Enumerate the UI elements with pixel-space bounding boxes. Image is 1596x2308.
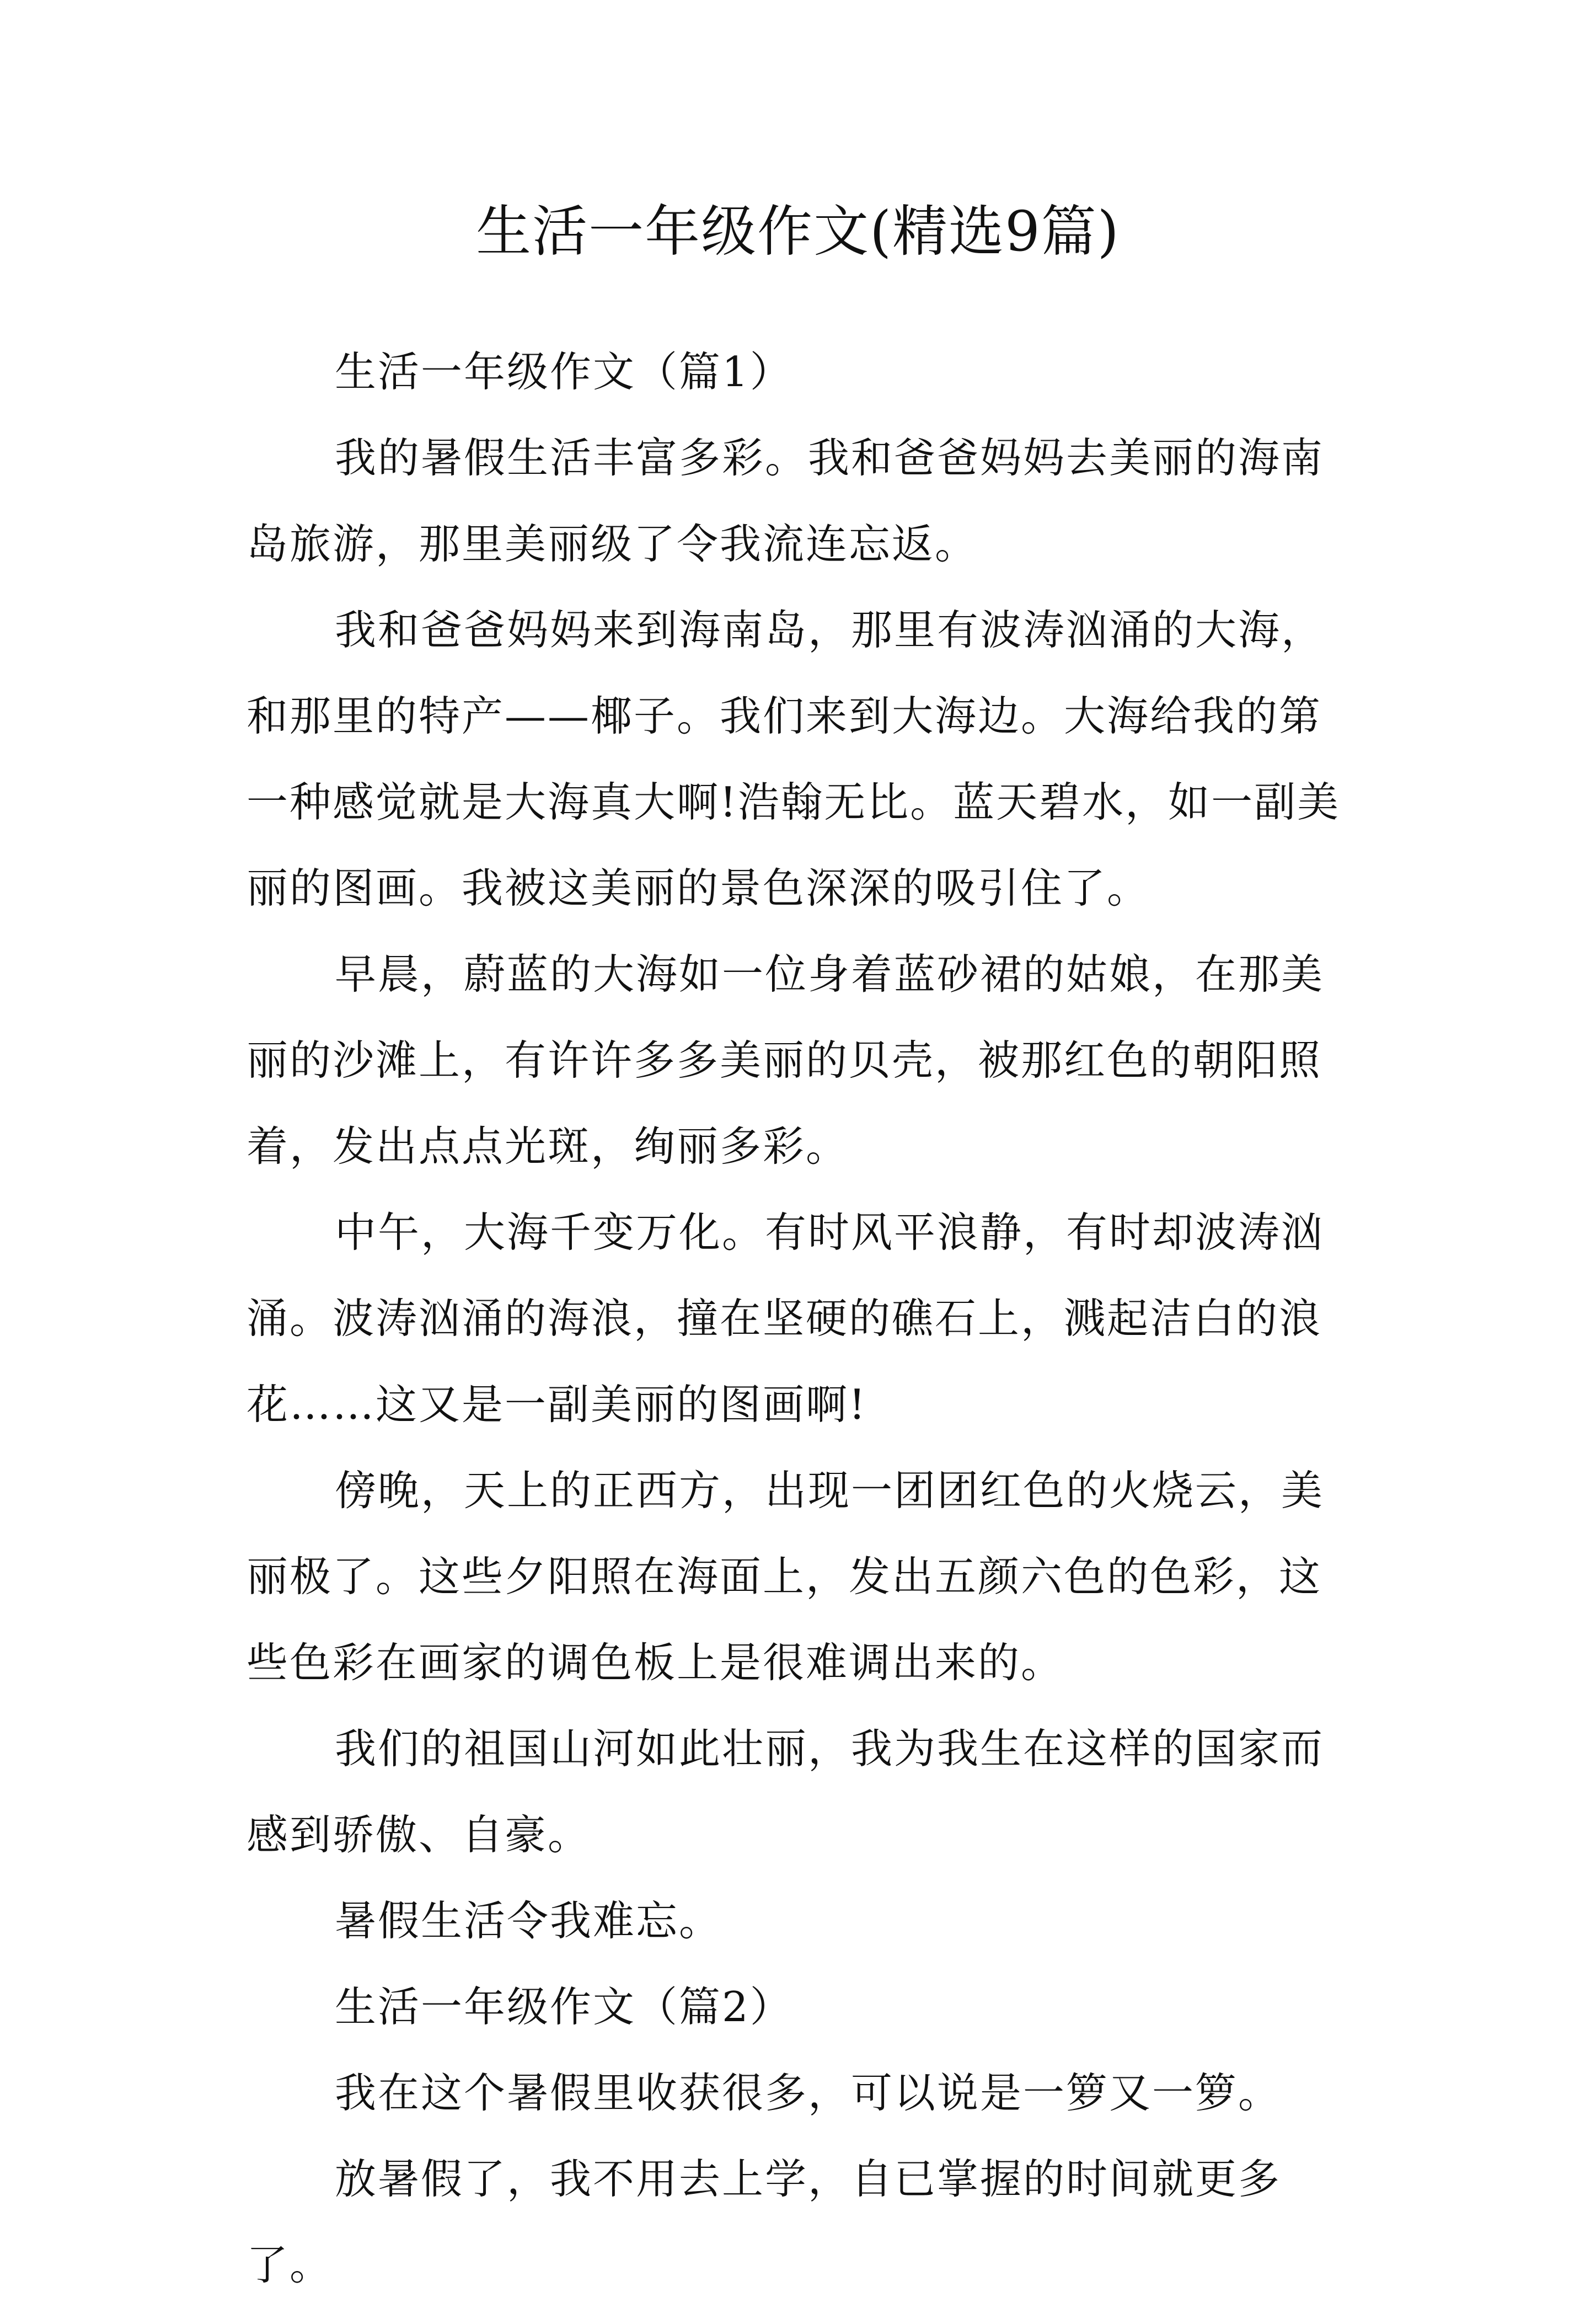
document-title: 生活一年级作文(精选9篇): [476, 199, 1120, 264]
body-paragraph: 早晨，蔚蓝的大海如一位身着蓝砂裙的姑娘，在那美丽的沙滩上，有许许多多美丽的贝壳，被那红色的朝阳照着，发出点点光斑，绚丽多彩。: [247, 950, 1325, 1171]
section-heading-2: 生活一年级作文（篇2）: [335, 1983, 793, 2031]
body-paragraph: 我的暑假生活丰富多彩。我和爸爸妈妈去美丽的海南岛旅游，那里美丽级了令我流连忘返。: [247, 434, 1325, 568]
section-heading-1: 生活一年级作文（篇1）: [335, 348, 793, 396]
document-body: [247, 329, 1349, 2308]
body-paragraph: 暑假生活令我难忘。: [335, 1896, 722, 1945]
body-paragraph: 中午，大海千变万化。有时风平浪静，有时却波涛汹涌。波涛汹涌的海浪，撞在坚硬的礁石上，溅起洁白的浪花……这又是一副美丽的图画啊!: [247, 1208, 1325, 1429]
body-paragraph: 我和爸爸妈妈来到海南岛，那里有波涛汹涌的大海，和那里的特产——椰子。我们来到大海边。大海给我的第一种感觉就是大海真大啊!浩翰无比。蓝天碧水，如一副美丽的图画。我被这美丽的景色深深的吸引住了。: [247, 606, 1341, 912]
body-paragraph: 放暑假了，我不用去上学，自已掌握的时间就更多了。: [247, 2155, 1282, 2289]
body-paragraph: 我们的祖国山河如此壮丽，我为我生在这样的国家而感到骄傲、自豪。: [247, 1724, 1325, 1859]
body-paragraph: 我在这个暑假里收获很多，可以说是一箩又一箩。: [335, 2069, 1282, 2117]
body-paragraph: 傍晚，天上的正西方，出现一团团红色的火烧云，美丽极了。这些夕阳照在海面上，发出五颜六色的色彩，这些色彩在画家的调色板上是很难调出来的。: [247, 1466, 1325, 1687]
